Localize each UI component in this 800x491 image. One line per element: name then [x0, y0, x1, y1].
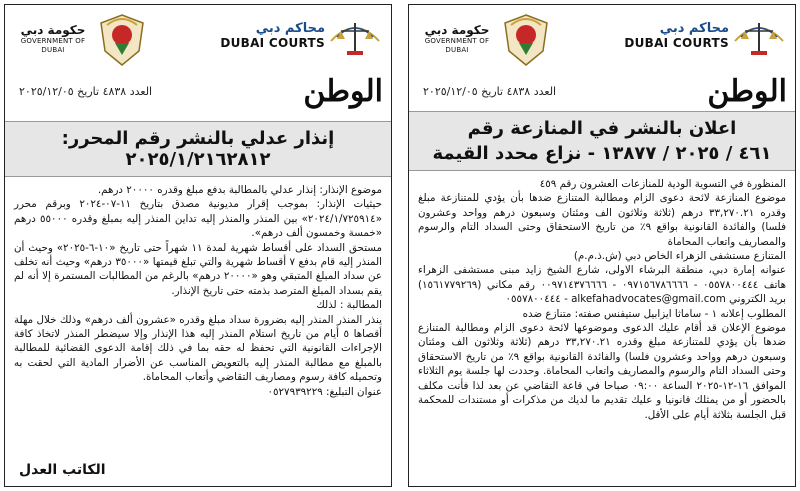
courts-logo-text [624, 21, 729, 50]
dubai-government-crest [97, 13, 147, 67]
courts-scales-emblem [731, 11, 787, 59]
notice-panel-left [4, 4, 392, 487]
notice-title-line1: اعلان بالنشر في المنازعة رقم [467, 118, 737, 139]
notice-body [409, 171, 795, 422]
notice-paragraph: مستحق السداد على أقساط شهرية لمدة ١١ شهراً حتى تاريخ «١٠-٦-٢٠٢٥» وحيث أن المنذر إليه قام بدفع ٧ أقساط شهرية والتي تبلغ قيمتها «٣٥٠٠٠ درهم» وحيث أنه تخلف عن سداد المبلغ المتبقي وهو «٢٠٠٠٠ درهم» بالرغم من المطالبات المستمرة إلا أنه لم يقم بسداد المبلغ المترصد بذمته حتى تاريخ الإنذار. [14, 241, 382, 297]
courts-name-en: DUBAI COURTS [624, 36, 729, 50]
courts-name-en: DUBAI COURTS [220, 36, 325, 50]
newspaper-name: الوطن [303, 74, 383, 109]
newspaper-row [5, 75, 391, 111]
newspaper-row [409, 75, 795, 111]
notice-body [5, 177, 391, 399]
notice-panel-right [408, 4, 796, 487]
newspaper-name: الوطن [707, 74, 787, 109]
notice-paragraph: موضوع المنازعة لائحة دعوى الزام ومطالبة المتنازع ضدها بأن يؤدي للمتنازعة مبلغ وقدره ٣٣,٢٧٠.٢١ درهم (ثلاثة وثلاثون الف ومئتان وسبعون درهم وواحد وعشرون فلسا) والفائدة القانونية بواقع ٩٪ من تاريخ الاستحقاق وحتى السداد التام والرسوم والمصاريف واتعاب المحاماة [418, 192, 787, 248]
notice-paragraph: المتنازع مستشفى الزهراء الخاص دبي (ش.ذ.م.م) [573, 250, 786, 263]
government-name-ar: حكومة دبي [424, 23, 490, 37]
notice-paragraph: موضوع الإنذار: إنذار عدلي بالمطالبة بدفع مبلغ وقدره ٢٠٠٠٠ درهم. [97, 184, 382, 196]
notice-title: إنذار عدلي بالنشر رقم المحرر: ٢٠٢٥/١/٢١٦٢٨١٢ [5, 121, 391, 177]
issue-info: العدد ٤٨٣٨ تاريخ ٢٠٢٥/١٢/٠٥ [19, 85, 153, 98]
notice-paragraph: حيثيات الإنذار: بموجب إقرار مديونية مصدق بتاريخ ١١-٠٧-٢٠٢٤ وبرقم محرر «٢٠٢٤/١/٧٢٥٩١٤» بين المنذر والمنذر إليه تداين المنذر إليه بمبلغ وقدره ٥٥٠٠٠ درهم «خمسة وخمسون ألف درهم». [14, 198, 382, 240]
government-logo-text [415, 23, 499, 55]
government-logo-text [11, 23, 95, 55]
notary-signature: الكاتب العدل [19, 462, 106, 478]
notice-paragraph: ينذر المنذر المنذر إليه بضرورة سداد مبلغ وقدره «عشرون ألف درهم» وذلك خلال مهلة أقصاها ٥ أيام من تاريخ استلام المنذر إليه هذا الإنذار وإلا سيضطر المنذر لاتخاذ كافة الإجراءات القانونية التي تحفظ له حقه بما في ذلك إقامة الدعوى القضائية للمطالبة بالمبلغ مع مطالبة المنذر إليه بالتعويض المناسب عن الأضرار المادية التي لحقت به وتحميله كافة رسوم ومصاريف التقاضي وأتعاب المحاماة. [14, 313, 382, 384]
government-name-en: GOVERNMENT OF DUBAI [20, 37, 86, 54]
courts-name-ar: محاكم دبي [659, 21, 729, 36]
courts-scales-emblem [327, 11, 383, 59]
government-name-en: GOVERNMENT OF DUBAI [424, 37, 490, 54]
notice-paragraph: المنظورة في التسوية الودية للمنازعات العشرون رقم ٤٥٩ [539, 178, 786, 190]
notice-header [5, 5, 391, 75]
notice-header [409, 5, 795, 75]
issue-info: العدد ٤٨٣٨ تاريخ ٢٠٢٥/١٢/٠٥ [423, 85, 557, 98]
notice-title-line2: ٤٦١ / ٢٠٢٥ / ١٣٨٧٧ - نزاع محدد القيمة [432, 143, 772, 164]
government-name-ar: حكومة دبي [20, 23, 86, 37]
notice-paragraph: المطلوب إعلانه ١ - ساماثا ايزابيل ستيفنس صفته: متنازع ضده [522, 307, 786, 320]
notice-paragraph: موضوع الإعلان قد أقام عليك الدعوى وموضوعها لائحة دعوى الزام ومطالبة المتنازع ضدها بأن يؤدي للمتنازعة مبلغ وقدره ٣٣,٢٧٠.٢١ درهم (ثلاثة وثلاثون الف ومئتان وسبعون درهم وواحد وعشرون فلسا) والفائدة القانونية بواقع ٩٪ من تاريخ الاستحقاق وحتى السداد التام والرسوم والمصاريف واتعاب المحاماة. وحددت لها جلسة يوم الثلاثاء الموافق ١٦-١٢-٢٠٢٥ الساعة ٠٩:٠٠ صباحا في قاعة التقاضي عن بعد لذا فأنت مكلف بالحضور أو من يمثلك قانونيا و عليك تقديم ما لديك من مذكرات أو مستندات للمحكمة قبل الجلسة بثلاثة أيام على الأقل. [418, 322, 786, 421]
courts-name-ar: محاكم دبي [255, 21, 325, 36]
notice-paragraph: المطالبة : لذلك [316, 299, 382, 312]
courts-logo-text [220, 21, 325, 50]
notice-paragraph: عنوان التبليغ: ٠٥٢٧٩٣٩٢٢٩ [267, 385, 382, 398]
dubai-government-crest [501, 13, 551, 67]
notice-paragraph: عنوانه إمارة دبي، منطقة البرشاء الاولى، شارع الشيخ زايد مبنى مستشفى الزهراء هاتف ٠٥٥٧٨٠٠٤٤٤ - ٠٩٧١٥٦٧٨٦٦٦٦ - ٠٠٩٧١٤٣٧٦٦٦٦ رقم مكاني (١٥٦١٧٧٩٢٦٩) بريد الكتروني alkefahadvocates@gmail.com - ٠٥٥٧٨٠٠٤٤٤ [418, 264, 786, 306]
notice-title [409, 111, 795, 171]
